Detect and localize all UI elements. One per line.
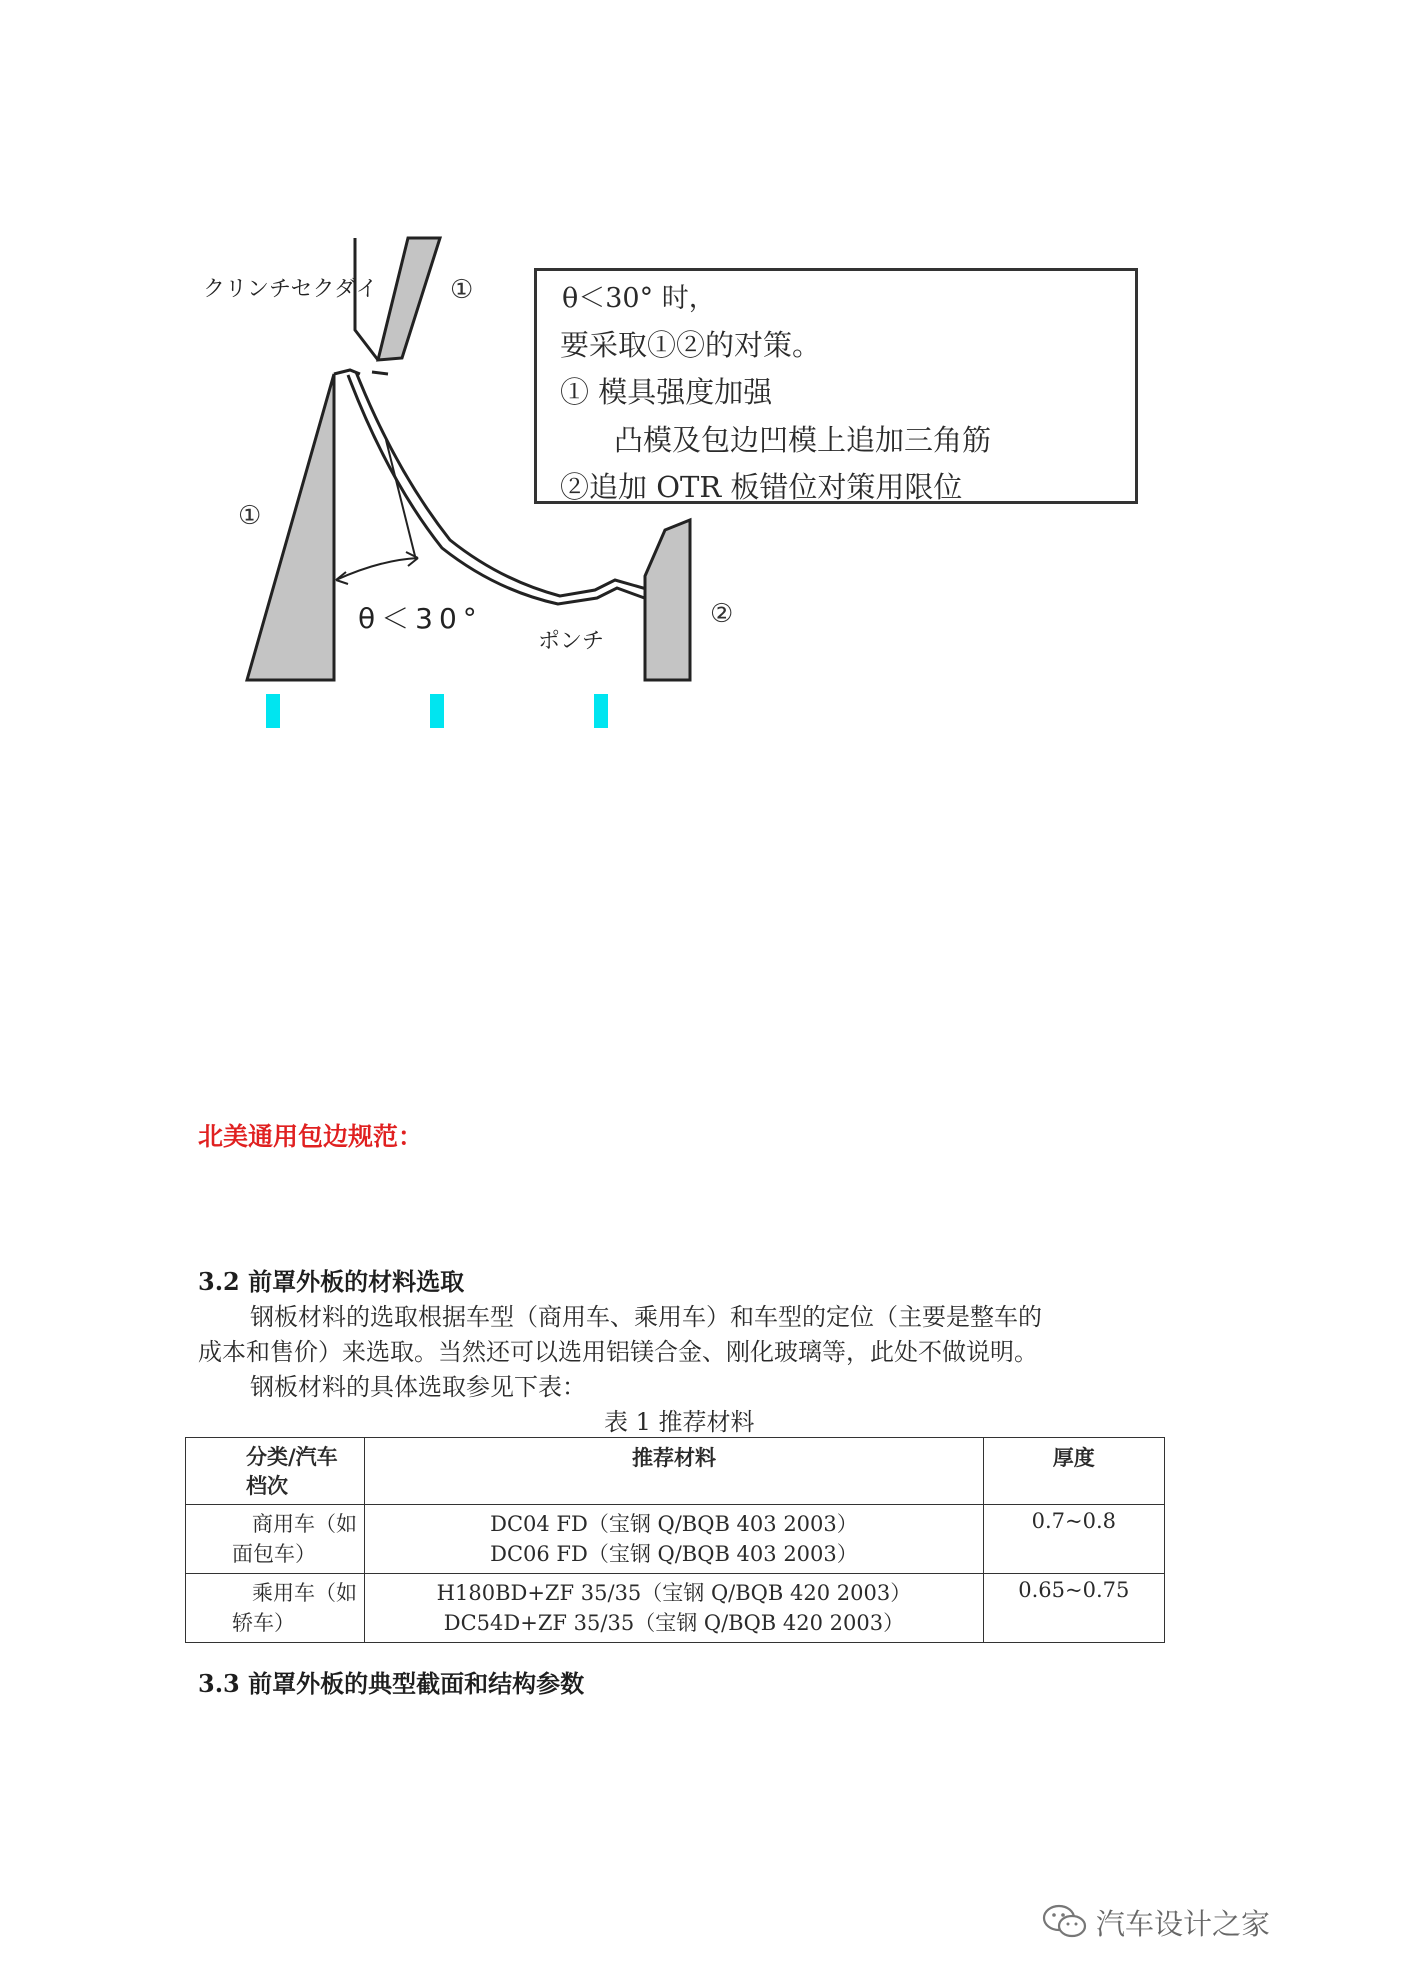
header-material: 推荐材料: [365, 1438, 983, 1505]
section-3-2-para1-line2: 成本和售价）来选取。当然还可以选用铝镁合金、刚化玻璃等，此处不做说明。: [198, 1338, 1038, 1366]
row-material-line2: DC54D+ZF 35/35（宝钢 Q/BQB 420 2003）: [443, 1611, 905, 1635]
marker-1-left: ①: [238, 501, 262, 531]
section-3-2-title: 3.2 前罩外板的材料选取: [198, 1267, 465, 1296]
angle-arc: [336, 558, 418, 580]
header-category-line1: 分类/汽车: [246, 1444, 338, 1469]
table-row: [186, 1574, 1165, 1643]
cyan-marker-3: [594, 694, 608, 728]
marker-1-top: ①: [450, 275, 474, 305]
note-line-4: 凸模及包边凹模上追加三角筋: [614, 423, 992, 457]
watermark: [1042, 1900, 1270, 1944]
die-label: クリンチセクダイ: [203, 277, 378, 302]
marker-2: ②: [710, 599, 734, 629]
angle-label: θ＜30°: [358, 602, 483, 635]
table-row: [186, 1505, 1165, 1574]
note-line-2: 要采取①②的对策。: [560, 328, 822, 362]
upper-die-shape: [378, 238, 440, 360]
gm-hemming-spec-heading: 北美通用包边规范：: [198, 1122, 424, 1151]
note-line-1: θ＜30° 时，: [562, 283, 716, 314]
row-category-line2: 轿车）: [232, 1611, 295, 1635]
row-category: [186, 1574, 365, 1643]
header-category: [186, 1438, 365, 1505]
punch-label: ポンチ: [538, 629, 605, 654]
section-3-2-para1-line1: 钢板材料的选取根据车型（商用车、乘用车）和车型的定位（主要是整车的: [250, 1303, 1042, 1331]
row-material-line2: DC06 FD（宝钢 Q/BQB 403 2003）: [490, 1542, 858, 1566]
cyan-marker-2: [430, 694, 444, 728]
wechat-icon: [1042, 1904, 1088, 1940]
row-category-line1: 乘用车（如: [252, 1581, 357, 1605]
note-line-5: ②追加 OTR 板错位对策用限位: [560, 470, 963, 504]
row-thickness: 0.7~0.8: [983, 1505, 1164, 1574]
header-thickness: 厚度: [983, 1438, 1164, 1505]
header-category-line2: 档次: [246, 1473, 288, 1498]
panel-flange: [372, 372, 388, 374]
right-tool-shape: [645, 520, 690, 680]
row-material: [365, 1505, 983, 1574]
angle-reference-line: [386, 440, 416, 560]
row-category-line1: 商用车（如: [252, 1512, 357, 1536]
row-category-line2: 面包车）: [232, 1542, 316, 1566]
row-thickness: 0.65~0.75: [983, 1574, 1164, 1643]
section-3-2-para2: 钢板材料的具体选取参见下表：: [250, 1373, 586, 1401]
row-material-line1: H180BD+ZF 35/35（宝钢 Q/BQB 420 2003）: [436, 1581, 912, 1605]
row-category: [186, 1505, 365, 1574]
recommended-material-table: [185, 1437, 1165, 1643]
row-material-line1: DC04 FD（宝钢 Q/BQB 403 2003）: [490, 1512, 858, 1536]
cyan-marker-1: [266, 694, 280, 728]
row-material: [365, 1574, 983, 1643]
watermark-text: 汽车设计之家: [1096, 1906, 1271, 1941]
table-header-row: [186, 1438, 1165, 1505]
note-line-3: ① 模具强度加强: [560, 375, 773, 409]
section-3-3-title: 3.3 前罩外板的典型截面和结构参数: [198, 1669, 585, 1698]
table-caption: 表 1 推荐材料: [604, 1408, 755, 1436]
